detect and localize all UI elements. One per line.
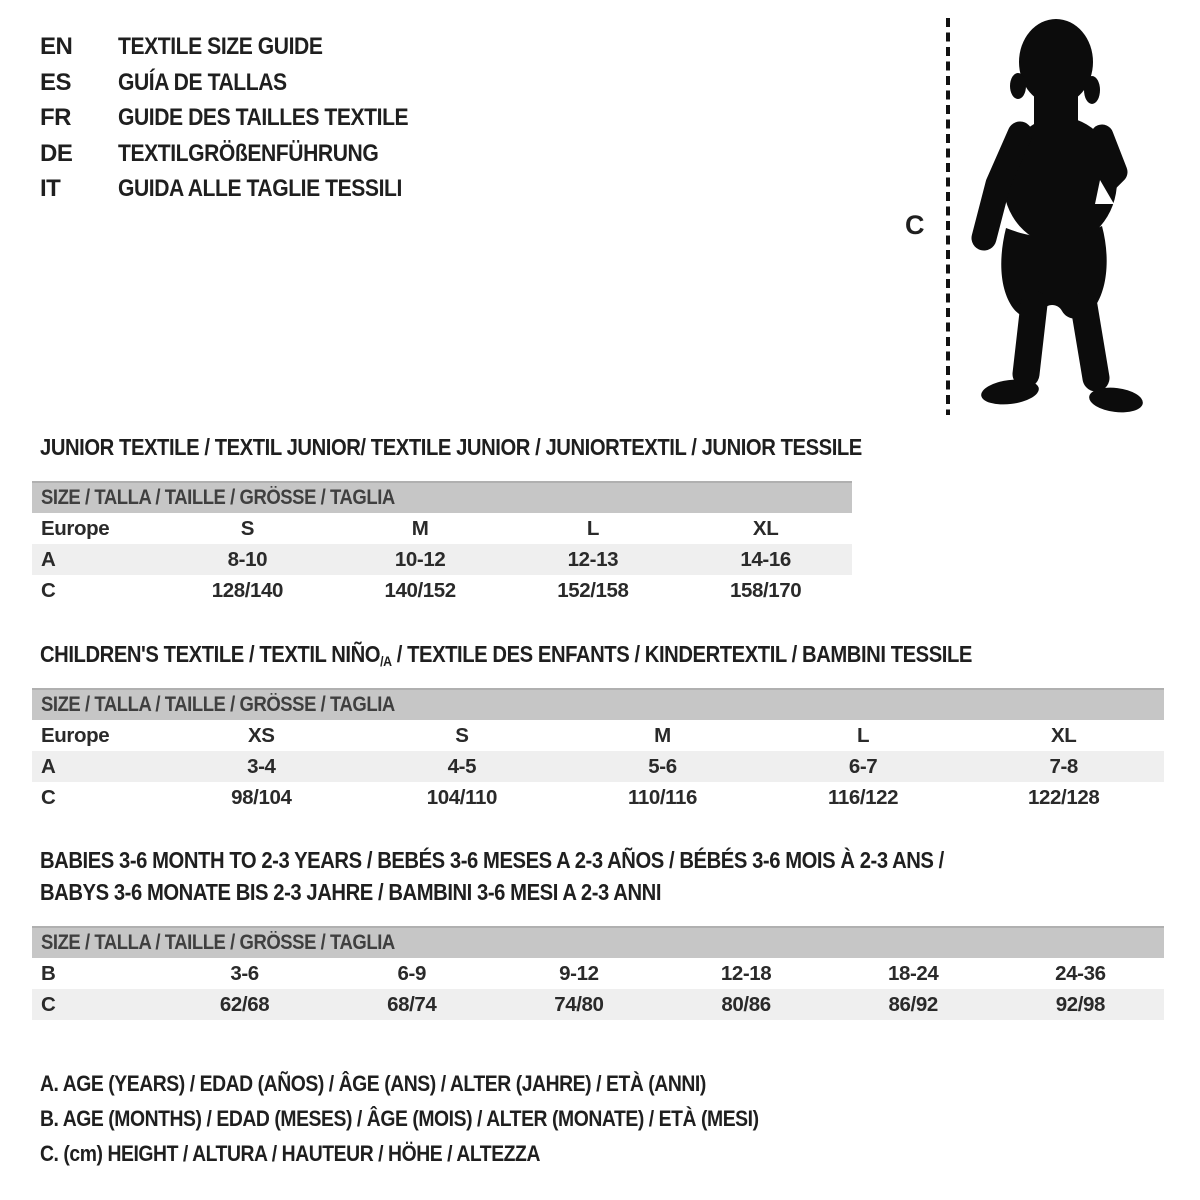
height-measure-dashed-line [946, 18, 950, 415]
children-title-prefix: CHILDREN'S TEXTILE / TEXTIL NIÑO [40, 641, 381, 667]
size-header-bar [32, 688, 1164, 720]
babies-title-line1: BABIES 3-6 MONTH TO 2-3 YEARS / BEBÉS 3-6 MESES A 2-3 AÑOS / BÉBÉS 3-6 MOIS À 2-3 ANS / [40, 847, 944, 873]
table-row [32, 751, 1164, 782]
children-section-title [40, 640, 1099, 675]
children-title-suffix: / TEXTILE DES ENFANTS / KINDERTEXTIL / BAMBINI TESSILE [391, 641, 972, 667]
row-label-cell: Europe [41, 723, 110, 747]
babies-section-title [40, 845, 1067, 908]
lang-row-it [40, 171, 448, 207]
table-cell: 9-12 [559, 961, 599, 985]
table-cell: 12-13 [567, 547, 619, 571]
size-column-header: L [857, 723, 870, 747]
table-cell: 98/104 [231, 785, 292, 809]
size-header-text: SIZE / TALLA / TAILLE / GRÖSSE / TAGLIA [41, 931, 395, 954]
table-cell: 18-24 [887, 961, 939, 985]
toddler-silhouette-icon [958, 16, 1148, 420]
size-header-bar [32, 481, 852, 513]
table-row [32, 575, 852, 606]
row-label-cell: Europe [41, 516, 110, 540]
table-cell: 10-12 [394, 547, 446, 571]
table-cell: 3-4 [247, 754, 276, 778]
lang-row-de [40, 136, 448, 172]
table-cell: 86/92 [888, 992, 938, 1016]
table-cell: 74/80 [554, 992, 604, 1016]
babies-size-table [32, 926, 1164, 1020]
junior-size-table [32, 481, 852, 606]
guide-title-es: GUÍA DE TALLAS [118, 68, 287, 96]
table-cell: 14-16 [740, 547, 791, 571]
table-cell: 6-7 [848, 754, 878, 778]
size-header-text: SIZE / TALLA / TAILLE / GRÖSSE / TAGLIA [41, 486, 395, 509]
guide-title-de: TEXTILGRÖßENFÜHRUNG [118, 139, 379, 167]
table-cell: 8-10 [227, 547, 268, 571]
table-cell: 116/122 [827, 785, 899, 809]
lang-row-es [40, 65, 448, 101]
lang-code: ES [40, 68, 72, 96]
table-cell: 140/152 [384, 578, 456, 602]
junior-section-title-text: JUNIOR TEXTILE / TEXTIL JUNIOR/ TEXTILE JUNIOR / JUNIORTEXTIL / JUNIOR TESSILE [40, 434, 862, 460]
row-label-cell: A [41, 754, 56, 778]
height-measure-label: C [905, 210, 925, 240]
table-cell: 7-8 [1049, 754, 1078, 778]
size-column-header: XL [1050, 723, 1077, 747]
size-column-header: M [654, 723, 671, 747]
size-column-header: XL [752, 516, 779, 540]
lang-code: IT [40, 175, 61, 202]
guide-title-en: TEXTILE SIZE GUIDE [118, 33, 323, 60]
row-label-cell: C [41, 992, 56, 1016]
lang-code: FR [40, 104, 71, 131]
table-row [32, 782, 1164, 813]
children-section-title-text [40, 640, 972, 675]
size-header-text: SIZE / TALLA / TAILLE / GRÖSSE / TAGLIA [41, 693, 395, 716]
legend-line-a: A. AGE (YEARS) / EDAD (AÑOS) / ÂGE (ANS) / ALTER (JAHRE) / ETÀ (ANNI) [40, 1071, 706, 1096]
size-column-header: L [586, 516, 599, 540]
size-column-header: XS [248, 723, 275, 747]
measurement-legend [40, 1066, 857, 1171]
row-label-cell: A [41, 547, 56, 571]
lang-row-fr [40, 100, 448, 136]
table-cell: 158/170 [729, 578, 802, 602]
table-cell: 80/86 [721, 992, 771, 1016]
table-cell: 68/74 [387, 992, 437, 1016]
size-column-header: S [240, 516, 255, 540]
table-cell: 122/128 [1028, 785, 1100, 809]
children-size-table [32, 688, 1164, 813]
table-row [32, 958, 1164, 989]
table-cell: 6-9 [397, 961, 426, 985]
row-label-cell: B [41, 961, 56, 985]
row-label-cell: C [41, 785, 56, 809]
language-title-list [40, 29, 448, 207]
lang-row-en [40, 29, 448, 65]
junior-section-title [40, 433, 974, 461]
junior-table-grid [32, 513, 852, 606]
table-cell: 4-5 [447, 754, 477, 778]
lang-code: EN [40, 33, 73, 60]
table-cell: 92/98 [1055, 992, 1106, 1016]
table-row [32, 989, 1164, 1020]
children-table-grid [32, 720, 1164, 813]
table-cell: 104/110 [426, 785, 497, 809]
table-cell: 110/116 [627, 785, 697, 809]
table-cell: 128/140 [211, 578, 284, 602]
row-label-cell: C [41, 578, 56, 602]
children-title-subscript: /A [380, 653, 392, 669]
size-column-header: M [411, 516, 429, 540]
size-header-row [32, 513, 852, 544]
size-header-row [32, 720, 1164, 751]
legend-line-b: B. AGE (MONTHS) / EDAD (MESES) / ÂGE (MOIS) / ALTER (MONATE) / ETÀ (MESI) [40, 1106, 759, 1131]
babies-table-grid [32, 958, 1164, 1020]
size-column-header: S [455, 723, 469, 747]
size-header-bar [32, 926, 1164, 958]
guide-title-it: GUIDA ALLE TAGLIE TESSILI [118, 175, 402, 202]
table-cell: 62/68 [219, 992, 270, 1016]
table-cell: 152/158 [557, 578, 629, 602]
table-row [32, 544, 852, 575]
guide-title-fr: GUIDE DES TAILLES TEXTILE [118, 104, 409, 131]
table-cell: 5-6 [648, 754, 677, 778]
table-cell: 3-6 [230, 961, 259, 985]
table-cell: 12-18 [720, 961, 772, 985]
lang-code: DE [40, 139, 73, 167]
legend-line-c: C. (cm) HEIGHT / ALTURA / HAUTEUR / HÖHE / ALTEZZA [40, 1141, 540, 1166]
table-cell: 24-36 [1055, 961, 1106, 985]
babies-title-line2: BABYS 3-6 MONATE BIS 2-3 JAHRE / BAMBINI 3-6 MESI A 2-3 ANNI [40, 878, 662, 905]
